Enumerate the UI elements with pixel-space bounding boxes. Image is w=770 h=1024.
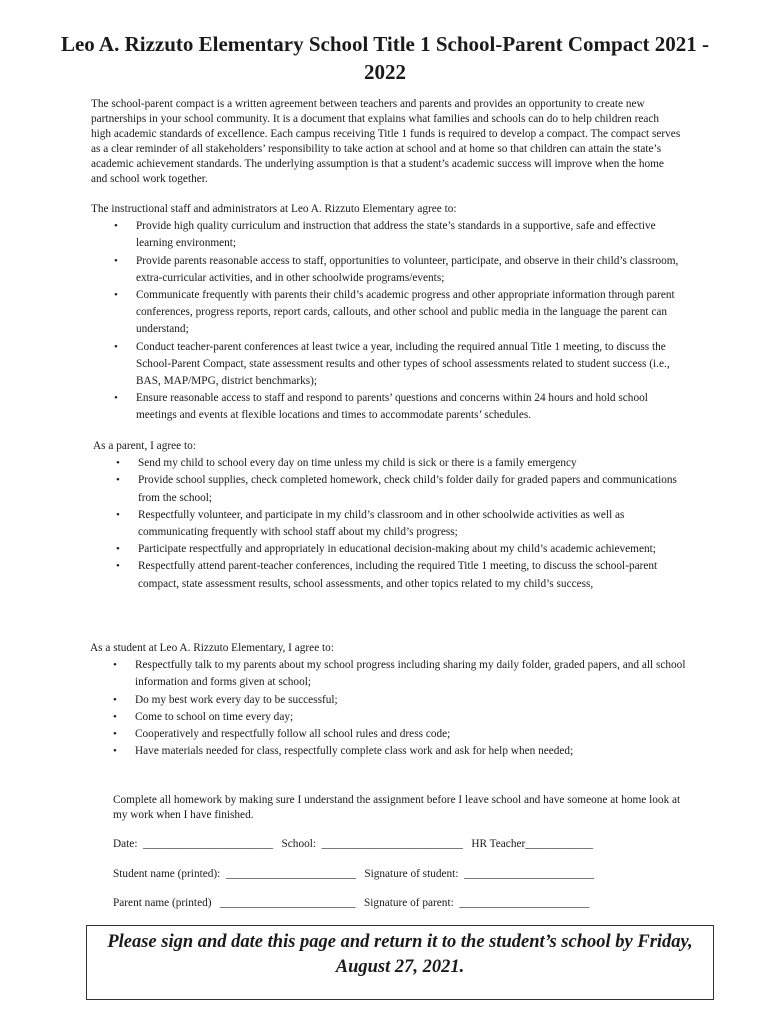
list-item: • Cooperatively and respectfully follow all school rules and dress code; (135, 726, 690, 743)
parent-list (93, 455, 693, 593)
list-item: • Conduct teacher-parent conferences at least twice a year, including the required annual Title 1 meeting, to discuss the School-Parent Compact, state assessment results and other types of school assessments related to student success (i.e., BAS, MAP/MPG, district benchmarks); (114, 340, 670, 388)
bullet-icon: • (114, 254, 118, 267)
list-item: • Participate respectfully and appropriately in educational decision-making about my child’s academic achievement; (138, 541, 693, 558)
bullet-icon: • (116, 474, 120, 487)
student-section (90, 640, 690, 760)
bullet-icon: • (116, 543, 120, 556)
list-item: • Communicate frequently with parents their child’s academic progress and other appropriate information through parent conferences, progress reports, report cards, callouts, and other school and public media in the language the parent can understand; (114, 289, 675, 336)
list-item: • Come to school on time every day; (135, 709, 690, 726)
bullet-icon: • (113, 659, 117, 672)
list-item: • Provide school supplies, check completed homework, check child’s folder daily for graded papers and communications from the school; (116, 474, 677, 504)
staff-lead: The instructional staff and administrators at Leo A. Rizzuto Elementary agree to: (91, 203, 457, 215)
list-item: • Ensure reasonable access to staff and respond to parents’ questions and concerns within 24 hours and hold school meetings and events at flexible locations and times to accommodate parents’ schedules. (114, 392, 648, 422)
date-school-teacher-line[interactable]: Date: _______________________ School: _________________________ HR Teacher____________ (113, 838, 594, 850)
list-item: • Have materials needed for class, respectfully complete class work and ask for help when needed; (135, 743, 690, 760)
bullet-icon: • (113, 710, 117, 723)
list-item: • Do my best work every day to be successful; (135, 692, 690, 709)
list-item: • Respectfully volunteer, and participate in my child’s classroom and in other schoolwide activities as well as communicating frequently with school staff about my child’s progress; (116, 508, 625, 539)
bullet-icon: • (116, 560, 120, 573)
bullet-icon: • (114, 340, 118, 353)
parent-signature-line[interactable]: Parent name (printed) ________________________ Signature of parent: _______________________ (113, 897, 590, 909)
list-item: • Send my child to school every day on time unless my child is sick or there is a family emergency (138, 455, 693, 472)
bullet-icon: • (113, 728, 117, 741)
return-notice-box: Please sign and date this page and return it to the student’s school by Friday, August 27, 2021. (86, 925, 714, 1000)
bullet-icon: • (116, 508, 120, 521)
staff-list (91, 218, 691, 424)
parent-lead: As a parent, I agree to: (93, 440, 196, 452)
student-lead: As a student at Leo A. Rizzuto Elementary, I agree to: (90, 642, 334, 654)
bullet-icon: • (113, 745, 117, 758)
student-list (90, 657, 690, 760)
bullet-icon: • (116, 457, 120, 470)
bullet-icon: • (114, 220, 118, 233)
intro-paragraph: The school-parent compact is a written agreement between teachers and parents and provides an opportunity to create new partnerships in your school community. It is a document that explains what families and schools can do to help children reach high academic standards of excellence. Each campus receiving Title 1 funds is required to develop a compact. The compact serves as a clear reminder of all stakeholders’ responsibility to take action at school and at home so that children can attain the state’s academic achievement standards. The underlying assumption is that a student’s academic success will improve when the home and school work together. (91, 98, 681, 186)
parent-section (93, 438, 693, 593)
homework-statement: Complete all homework by making sure I understand the assignment before I leave school and have someone at home look at my work when I have finished. (113, 794, 681, 821)
bullet-icon: • (114, 289, 118, 302)
bullet-icon: • (114, 392, 118, 405)
bullet-icon: • (113, 693, 117, 706)
list-item: • Respectfully talk to my parents about my school progress including sharing my daily folder, graded papers, and all school information and forms given at school; (113, 659, 686, 689)
list-item: • Provide high quality curriculum and instruction that address the state’s standards in a supportive, safe and effective learning environment; (114, 220, 656, 250)
staff-section (91, 201, 691, 425)
page-title: Leo A. Rizzuto Elementary School Title 1 School-Parent Compact 2021 - 2022 (60, 32, 710, 84)
list-item: • Respectfully attend parent-teacher conferences, including the required Title 1 meeting, to discuss the school-parent compact, state assessment results, school assessments, and other topics related to my child’s success, (116, 560, 658, 590)
student-signature-line[interactable]: Student name (printed): _______________________ Signature of student: _______________________ (113, 868, 595, 880)
list-item: • Provide parents reasonable access to staff, opportunities to volunteer, participate, and observe in their child’s classroom, extra-curricular activities, and in other schoolwide programs/events; (114, 254, 679, 284)
